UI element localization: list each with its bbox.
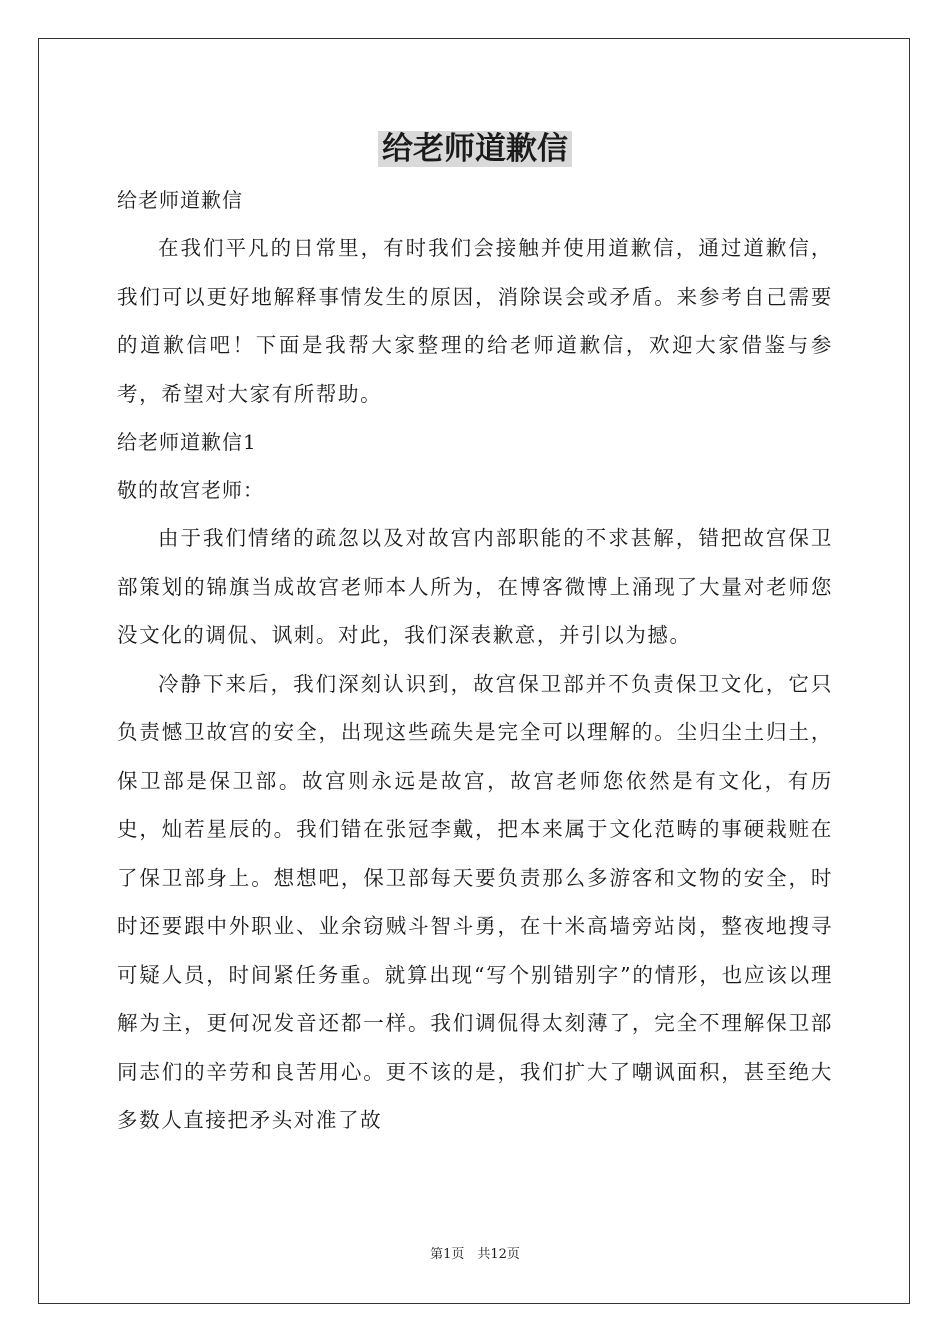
body-paragraph-1: 由于我们情绪的疏忽以及对故宫内部职能的不求甚解，错把故宫保卫部策划的锦旗当成故宫老师本人所为，在博客微博上涌现了大量对老师您没文化的调侃、讽刺。对此，我们深表歉意，并引以为撼。 <box>117 526 833 647</box>
page-footer <box>0 1245 950 1265</box>
document-title <box>0 128 950 170</box>
body-paragraph-2: 冷静下来后，我们深刻认识到，故宫保卫部并不负责保卫文化，它只负责憾卫故宫的安全，出现这些疏失是完全可以理解的。尘归尘土归土，保卫部是保卫部。故宫则永远是故宫，故宫老师您依然是有文化，有历史，灿若星辰的。我们错在张冠李戴，把本来属于文化范畴的事硬栽赃在了保卫部身上。想想吧，保卫部每天要负责那么多游客和文物的安全，时时还要跟中外职业、业余窃贼斗智斗勇，在十米高墙旁站岗，整夜地搜寻可疑人员，时间紧任务重。就算出现“写个别错别字”的情形，也应该以理解为主，更何况发音还都一样。我们调侃得太刻薄了，完全不理解保卫部同志们的辛劳和良苦用心。更不该的是，我们扩大了嘲讽面积，甚至绝大多数人直接把矛头对准了故 <box>117 671 833 1132</box>
page-number-label: 第1页 共12页 <box>430 1247 520 1262</box>
section-heading: 给老师道歉信1 <box>117 430 257 454</box>
intro-paragraph: 在我们平凡的日常里，有时我们会接触并使用道歉信，通过道歉信，我们可以更好地解释事情发生的原因，消除误会或矛盾。来参考自己需要的道歉信吧！下面是我帮大家整理的给老师道歉信，欢迎大家借鉴与参考，希望对大家有所帮助。 <box>117 236 833 406</box>
salutation: 敬的故宫老师： <box>117 478 264 502</box>
document-title-text: 给老师道歉信 <box>378 131 572 167</box>
document-body <box>117 176 833 1145</box>
document-subtitle: 给老师道歉信 <box>117 188 243 212</box>
